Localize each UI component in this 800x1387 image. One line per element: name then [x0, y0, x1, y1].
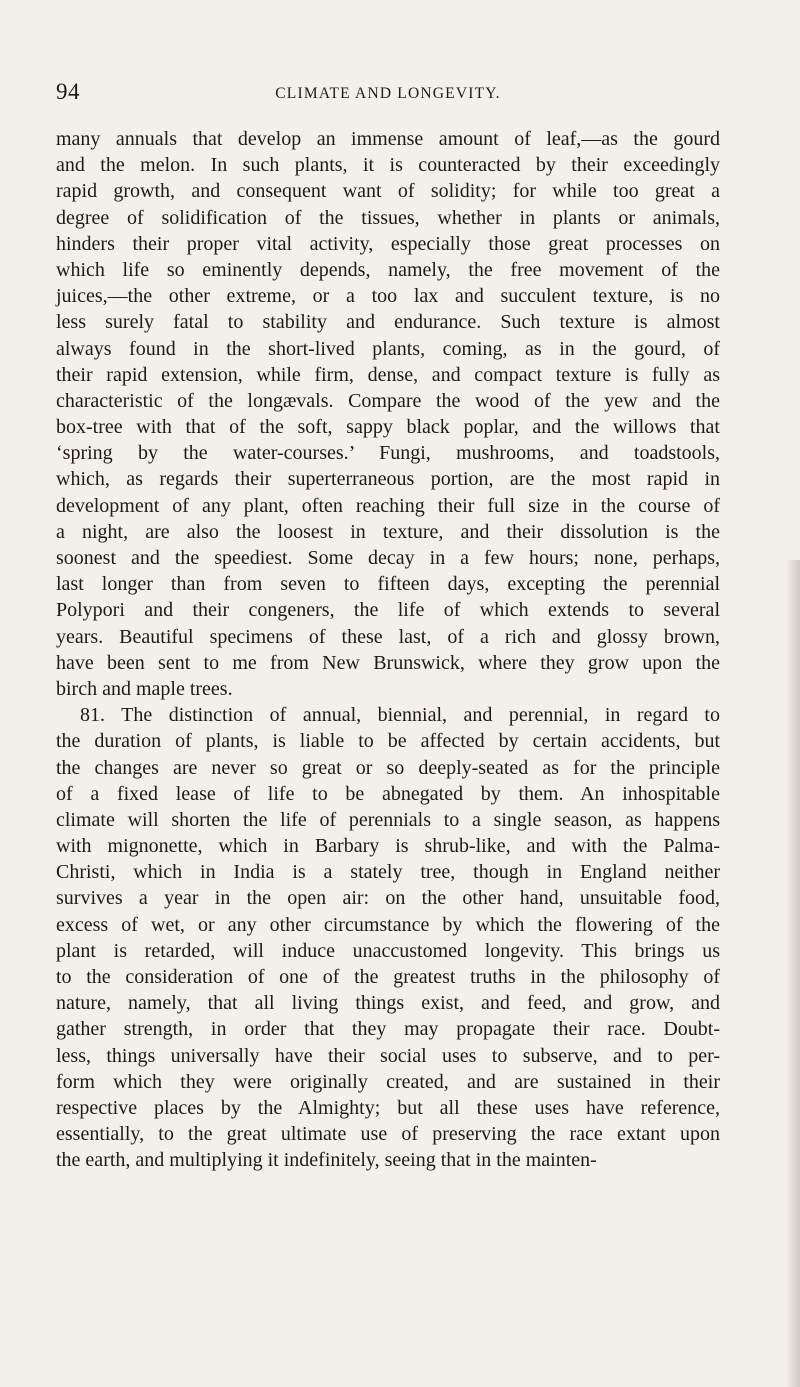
- text-line: years. Beautiful specimens of these last, of a rich and glossy brown,: [56, 625, 720, 648]
- text-line: the earth, and multiplying it indefinitely, seeing that in the mainten-: [56, 1149, 597, 1172]
- text-line: less surely fatal to stability and endurance. Such texture is almost: [56, 311, 720, 334]
- text-line: which, as regards their superterraneous portion, are the most rapid in: [56, 468, 720, 491]
- text-line: juices,—the other extreme, or a too lax and succulent texture, is no: [56, 285, 720, 308]
- text-line: which life so eminently depends, namely, the free movement of the: [56, 258, 720, 281]
- page-edge-shadow: [786, 560, 800, 1387]
- text-line: excess of wet, or any other circumstance by which the flowering of the: [56, 913, 720, 936]
- text-line: climate will shorten the life of perennials to a single season, as happens: [56, 808, 720, 831]
- text-line: always found in the short-lived plants, coming, as in the gourd, of: [56, 337, 720, 360]
- text-line: last longer than from seven to fifteen days, excepting the perennial: [56, 573, 720, 596]
- text-line: the duration of plants, is liable to be affected by certain accidents, but: [56, 730, 720, 753]
- text-line: nature, namely, that all living things exist, and feed, and grow, and: [56, 992, 720, 1015]
- text-line: plant is retarded, will induce unaccustomed longevity. This brings us: [56, 939, 720, 962]
- running-title: CLIMATE AND LONGEVITY.: [275, 85, 501, 102]
- text-line: with mignonette, which in Barbary is shrub-like, and with the Palma-: [56, 835, 720, 858]
- text-line: hinders their proper vital activity, especially those great processes on: [56, 232, 720, 255]
- text-line: rapid growth, and consequent want of solidity; for while too great a: [56, 180, 720, 203]
- text-line: to the consideration of one of the greatest truths in the philosophy of: [56, 966, 720, 988]
- text-line: and the melon. In such plants, it is counteracted by their exceedingly: [56, 154, 720, 177]
- text-line: survives a year in the open air: on the other hand, unsuitable food,: [56, 887, 720, 910]
- text-line: box-tree with that of the soft, sappy black poplar, and the willows that: [56, 416, 720, 439]
- text-line: birch and maple trees.: [56, 677, 233, 700]
- text-line: a night, are also the loosest in texture, and their dissolution is the: [56, 520, 720, 543]
- text-line: Christi, which in India is a stately tree, though in England neither: [56, 861, 720, 884]
- text-line: development of any plant, often reaching their full size in the course of: [56, 494, 720, 517]
- text-line: many annuals that develop an immense amount of leaf,—as the gourd: [56, 128, 720, 150]
- paragraph-81-start: 81. The distinction of annual, biennial, and perennial, in regard to: [80, 704, 720, 727]
- text-line: gather strength, in order that they may propagate their race. Doubt-: [56, 1018, 720, 1041]
- text-line: ‘spring by the water-courses.’ Fungi, mushrooms, and toadstools,: [56, 442, 720, 465]
- text-line: their rapid extension, while firm, dense, and compact texture is fully as: [56, 363, 720, 386]
- text-line: degree of solidification of the tissues, whether in plants or animals,: [56, 206, 720, 229]
- text-line: form which they were originally created, and are sustained in their: [56, 1070, 720, 1093]
- text-line: of a fixed lease of life to be abnegated by them. An inhospitable: [56, 782, 720, 805]
- body-text: [56, 126, 720, 1174]
- text-line: the changes are never so great or so deeply-seated as for the principle: [56, 756, 720, 779]
- running-head: [56, 78, 720, 108]
- text-line: essentially, to the great ultimate use of preserving the race extant upon: [56, 1123, 720, 1146]
- text-line: have been sent to me from New Brunswick, where they grow upon the: [56, 651, 720, 674]
- text-line: soonest and the speediest. Some decay in a few hours; none, perhaps,: [56, 547, 720, 569]
- text-line: respective places by the Almighty; but all these uses have reference,: [56, 1096, 720, 1119]
- page-number: 94: [56, 79, 80, 104]
- text-line: less, things universally have their social uses to subserve, and to per-: [56, 1044, 720, 1067]
- text-line: characteristic of the longævals. Compare the wood of the yew and the: [56, 389, 720, 412]
- text-line: Polypori and their congeners, the life of which extends to several: [56, 599, 720, 622]
